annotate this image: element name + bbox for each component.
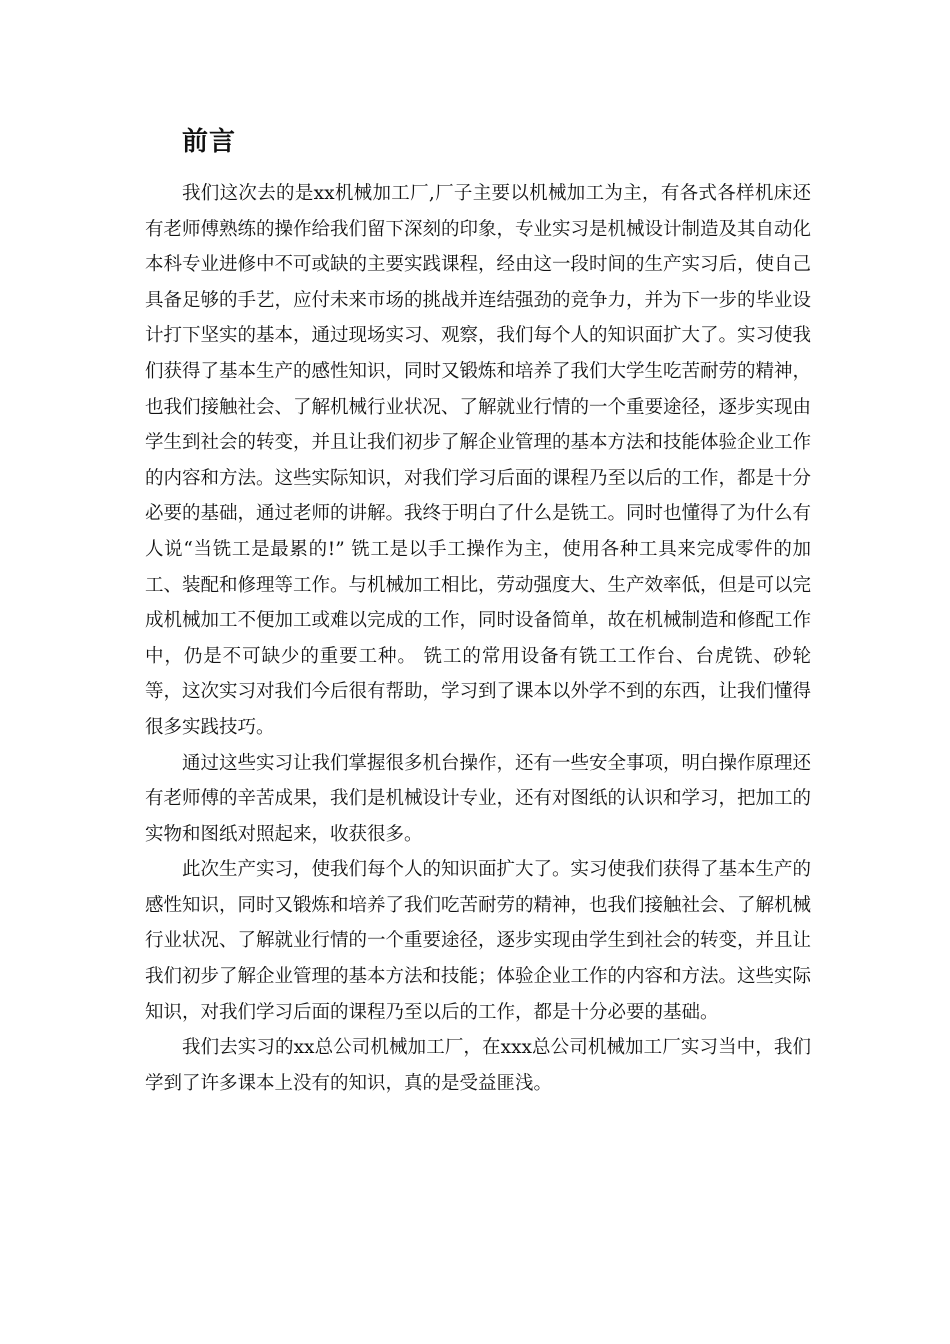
document-body [145,176,811,1101]
paragraph-2: 通过这些实习让我们掌握很多机台操作，还有一些安全事项，明白操作原理还有老师傅的辛苦成果，我们是机械设计专业，还有对图纸的认识和学习，把加工的实物和图纸对照起来，收获很多。 [145,752,812,845]
paragraph-4: 我们去实习的xx总公司机械加工厂，在xxx总公司机械加工厂实习当中，我们学到了许多课本上没有的知识，真的是受益匪浅。 [145,1037,811,1094]
document-title: 前言 [182,127,237,157]
paragraph-1: 我们这次去的是xx机械加工厂,厂子主要以机械加工为主，有各式各样机床还有老师傅熟练的操作给我们留下深刻的印象，专业实习是机械设计制造及其自动化本科专业进修中不可或缺的主要实践课程，经由这一段时间的生产实习后，使自己具备足够的手艺，应付未来市场的挑战并连结强劲的竞争力，并为下一步的毕业设计打下坚实的基本，通过现场实习、观察，我们每个人的知识面扩大了。实习使我们获得了基本生产的感性知识，同时又锻炼和培养了我们大学生吃苦耐劳的精神，也我们接触社会、了解机械行业状况、了解就业行情的一个重要途径，逐步实现由学生到社会的转变，并且让我们初步了解企业管理的基本方法和技能体验企业工作的内容和方法。这些实际知识，对我们学习后面的课程乃至以后的工作，都是十分必要的基础，通过老师的讲解。我终于明白了什么是铣工。同时也懂得了为什么有人说“当铣工是最累的!” 铣工是以手工操作为主，使用各种工具来完成零件的加工、装配和修理等工作。与机械加工相比，劳动强度大、生产效率低，但是可以完成机械加工不便加工或难以完成的工作，同时设备简单，故在机械制造和修配工作中，仍是不可缺少的重要工种。 铣工的常用设备有铣工工作台、台虎铣、砂轮等，这次实习对我们今后很有帮助，学习到了课本以外学不到的东西，让我们懂得很多实践技巧。 [145,183,812,738]
paragraph-3: 此次生产实习，使我们每个人的知识面扩大了。实习使我们获得了基本生产的感性知识，同时又锻炼和培养了我们吃苦耐劳的精神，也我们接触社会、了解机械行业状况、了解就业行情的一个重要途径，逐步实现由学生到社会的转变，并且让我们初步了解企业管理的基本方法和技能；体验企业工作的内容和方法。这些实际知识，对我们学习后面的课程乃至以后的工作，都是十分必要的基础。 [145,859,812,1023]
